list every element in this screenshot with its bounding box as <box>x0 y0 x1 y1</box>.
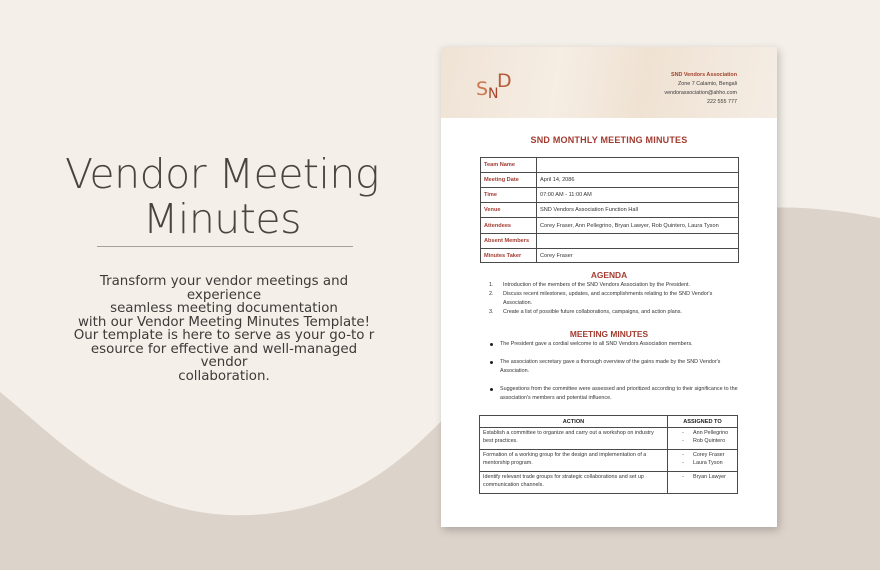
action-header-row <box>480 416 738 428</box>
info-value: Corey Fraser <box>537 249 739 263</box>
contact-address: Zone 7 Calamio, Bengali <box>677 81 737 87</box>
bullet-icon <box>490 343 493 346</box>
info-label: Minutes Taker <box>481 249 537 263</box>
info-label: Attendees <box>481 218 537 234</box>
minutes-title: MEETING MINUTES <box>569 329 649 339</box>
info-value <box>537 234 739 249</box>
assignee-cell <box>668 428 738 450</box>
agenda-number: 2. <box>489 290 494 297</box>
action-cell: Establish a committee to organize and carry out a workshop on industry best practices. <box>480 428 668 450</box>
assignee: - Corey Fraser <box>682 452 725 458</box>
action-table <box>479 415 738 494</box>
minutes-item <box>489 385 739 403</box>
minutes-text: Suggestions from the committee were assessed and prioritized according to their significance to the association's members and potential influence. <box>500 386 738 401</box>
assignee-cell <box>668 472 738 494</box>
action-cell: Formation of a working group for the design and implementation of a mentorship program. <box>480 450 668 472</box>
promo-description-line: with our Vendor Meeting Minutes Template! <box>77 314 371 330</box>
agenda-text: Discuss recent milestones, updates, and accomplishments relating to the SND Vendor's Association. <box>503 290 713 306</box>
agenda-title: AGENDA <box>590 270 628 280</box>
minutes-item <box>489 358 739 376</box>
document-title: SND MONTHLY MEETING MINUTES <box>530 135 688 145</box>
svg-text:D: D <box>497 70 512 92</box>
contact-org: SND Vendors Association <box>670 72 737 78</box>
promo-title <box>62 152 382 242</box>
contact-phone: 222 555 777 <box>707 99 737 105</box>
bullet-icon <box>490 388 493 391</box>
bullet-icon <box>490 361 493 364</box>
info-row <box>481 173 739 188</box>
assigned-header: ASSIGNED TO <box>668 416 738 428</box>
action-header: ACTION <box>480 416 668 428</box>
minutes-item <box>489 340 739 349</box>
agenda-list <box>489 281 739 317</box>
action-row <box>480 450 738 472</box>
svg-text:N: N <box>488 86 499 101</box>
agenda-number: 1. <box>489 282 494 288</box>
minutes-list <box>489 340 739 412</box>
action-row <box>480 472 738 494</box>
info-row <box>481 188 739 203</box>
promo-title-line1: Vendor Meeting <box>65 150 379 198</box>
assignee-name: Laura Tyson <box>693 460 723 466</box>
info-value: April 14, 2086 <box>537 173 739 188</box>
snd-logo <box>475 67 515 101</box>
agenda-text: Create a list of possible future collaborations, campaigns, and action plans. <box>503 308 682 315</box>
assignee-cell <box>668 450 738 472</box>
assignee-name: Rob Quintero <box>693 438 726 444</box>
assignee-name: Corey Fraser <box>693 452 725 458</box>
minutes-text: The President gave a cordial welcome to all SND Vendors Association members. <box>500 341 693 347</box>
agenda-item <box>489 308 739 317</box>
action-cell: Identify relevant trade groups for strategic collaborations and set up communication channels. <box>480 472 668 494</box>
document-header <box>441 47 777 118</box>
promo-description-line: esource for effective and well-managed vendor <box>90 341 358 370</box>
agenda-item <box>489 290 739 308</box>
assignee: - Laura Tyson <box>682 460 723 466</box>
minutes-text: The association secretary gave a thorough overview of the gains made by the SND Vendor's Association. <box>500 359 721 374</box>
assignee-name: Ann Pellegrino <box>693 430 729 436</box>
assignee: - Rob Quintero <box>682 438 726 444</box>
agenda-item <box>489 281 739 290</box>
assignee-name: Bryan Lawyer <box>693 474 726 480</box>
document-page <box>441 47 777 527</box>
svg-text:S: S <box>476 78 489 100</box>
contact-email: vendorassociation@ahho.com <box>664 90 737 96</box>
info-row <box>481 234 739 249</box>
contact-block <box>664 71 737 107</box>
assignee: - Bryan Lawyer <box>682 474 726 480</box>
info-label: Time <box>481 188 537 203</box>
info-label: Meeting Date <box>481 173 537 188</box>
info-value: SND Vendors Association Function Hall <box>537 203 739 218</box>
info-label: Team Name <box>481 158 537 173</box>
assignee: - Ann Pellegrino <box>682 430 729 436</box>
info-label: Absent Members <box>481 234 537 249</box>
info-value: 07:00 AM - 11:00 AM <box>537 188 739 203</box>
info-label: Venue <box>481 203 537 218</box>
promo-description-line: Transform your vendor meetings and experience <box>99 274 349 303</box>
promo-description-line: seamless meeting documentation <box>110 301 338 316</box>
info-row <box>481 158 739 173</box>
promo-title-line2: Minutes <box>143 195 301 243</box>
promo-description-line: collaboration. <box>178 368 270 384</box>
promo-divider <box>97 246 353 247</box>
info-row <box>481 203 739 218</box>
action-row <box>480 428 738 450</box>
agenda-number: 3. <box>489 308 494 315</box>
info-value <box>537 158 739 173</box>
promo-description-line: Our template is here to serve as your go-to r <box>73 328 375 343</box>
promo-description <box>72 275 376 383</box>
info-row <box>481 249 739 263</box>
agenda-text: Introduction of the members of the SND Vendors Association by the President. <box>503 282 690 288</box>
info-row <box>481 218 739 234</box>
meeting-info-table <box>480 157 739 263</box>
info-value: Corey Fraser, Ann Pellegrino, Bryan Lawyer, Rob Quintero, Laura Tyson <box>537 218 739 234</box>
